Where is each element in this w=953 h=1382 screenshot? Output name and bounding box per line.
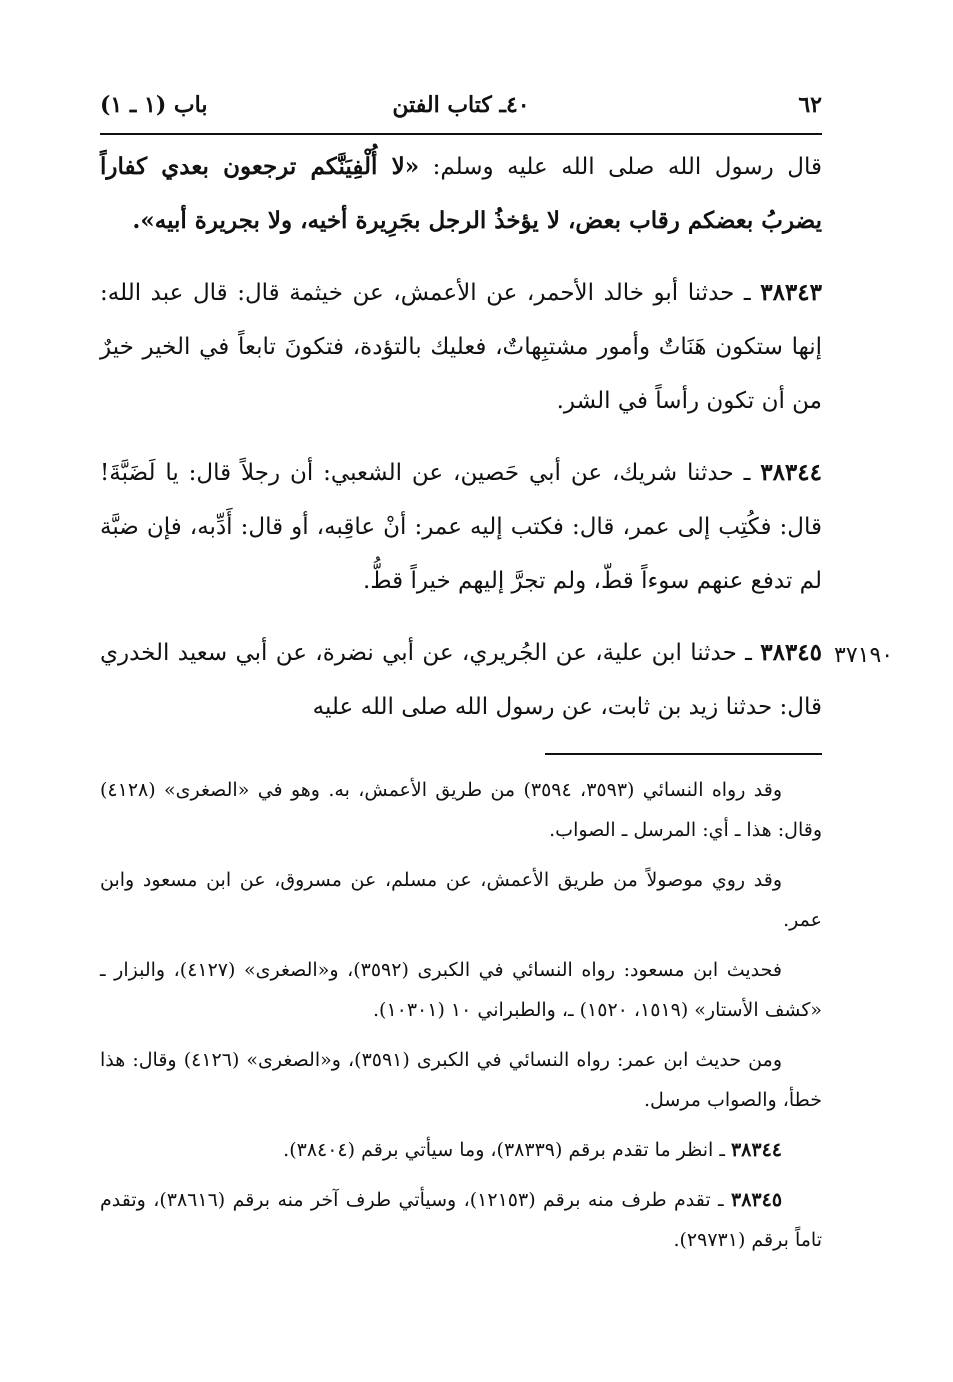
page-header [100,88,822,128]
entry-number: ٣٨٣٤٥ [760,639,822,666]
footnote-text: ومن حديث ابن عمر: رواه النسائي في الكبرى (٣٥٩١)، و«الصغرى» (٤١٢٦) وقال: هذا خطأ، والصواب مرسل. [100,1049,822,1111]
entry-38344 [100,446,822,608]
footnote-text: فحديث ابن مسعود: رواه النسائي في الكبرى (٣٥٩٢)، و«الصغرى» (٤١٢٧)، والبزار ـ «كشف الأستار» (١٥١٩، ١٥٢٠) ـ، والطبراني ١٠ (١٠٣٠١). [100,959,822,1021]
entry-38343 [100,266,822,428]
entry-number: ٣٨٣٤٣ [760,279,822,306]
entry-number: ٣٨٣٤٤ [760,459,822,486]
intro-text: قال رسول الله صلى الله عليه وسلم: [419,154,822,180]
footnote-text: ـ انظر ما تقدم برقم (٣٨٣٣٩)، وما سيأتي برقم (٣٨٤٠٤). [283,1139,731,1161]
footnote-text: ـ تقدم طرف منه برقم (١٢١٥٣)، وسيأتي طرف آخر منه برقم (٣٨٦١٦)، وتقدم تاماً برقم (٢٩٧٣١). [100,1189,822,1251]
footnote-divider [545,753,822,755]
book-title: ٤٠ـ كتاب الفتن [392,92,530,118]
footnote-number: ٣٨٣٤٤ [730,1139,782,1161]
footnote [100,1130,822,1170]
intro-paragraph [100,140,822,248]
margin-cross-reference-number: ٣٧١٩٠ [834,643,894,668]
chapter-label: باب (١ ـ ١) [100,92,208,118]
intro-hadith: «لا أُلْفِيَنَّكم ترجعون بعدي كفاراً يضربُ بعضكم رقاب بعض، لا يؤخذُ الرجل بجَرِيرة أخيه، ولا بجريرة أبيه». [100,153,822,234]
footnote [100,950,822,1030]
footnote-number: ٣٨٣٤٥ [731,1189,783,1211]
entry-38345 [100,626,822,734]
footnotes [100,770,822,1270]
footnote [100,860,822,940]
footnote [100,770,822,850]
page-number: ٦٢ [798,92,822,118]
entry-text: ـ حدثنا أبو خالد الأحمر، عن الأعمش، عن خيثمة قال: قال عبد الله: إنها ستكون هَنَاتٌ وأمور مشتبِهاتٌ، فعليك بالتؤدة، فتكونَ تابعاً في الخير خيرٌ من أن تكون رأساً في الشر. [100,280,822,414]
header-divider [100,133,822,135]
footnote-text: وقد روي موصولاً من طريق الأعمش، عن مسلم، عن مسروق، عن ابن مسعود وابن عمر. [100,869,822,931]
footnote [100,1180,822,1260]
footnote-text: وقد رواه النسائي (٣٥٩٣، ٣٥٩٤) من طريق الأعمش، به. وهو في «الصغرى» (٤١٢٨) وقال: هذا ـ أي: المرسل ـ الصواب. [100,779,822,841]
entry-text: ـ حدثنا شريك، عن أبي حَصين، عن الشعبي: أن رجلاً قال: يا لَضَبَّةَ! قال: فكُتِب إلى عمر، قال: فكتب إليه عمر: أنْ عاقِبه، أو قال: أَدِّبه، فإن ضبَّة لم تدفع عنهم سوءاً قطّ، ولم تجرَّ إليهم خيراً قطُّ. [100,460,822,594]
main-text [100,140,822,752]
footnote [100,1040,822,1120]
entry-text: ـ حدثنا ابن علية، عن الجُريري، عن أبي نضرة، عن أبي سعيد الخدري قال: حدثنا زيد بن ثابت، عن رسول الله صلى الله عليه [100,640,822,720]
